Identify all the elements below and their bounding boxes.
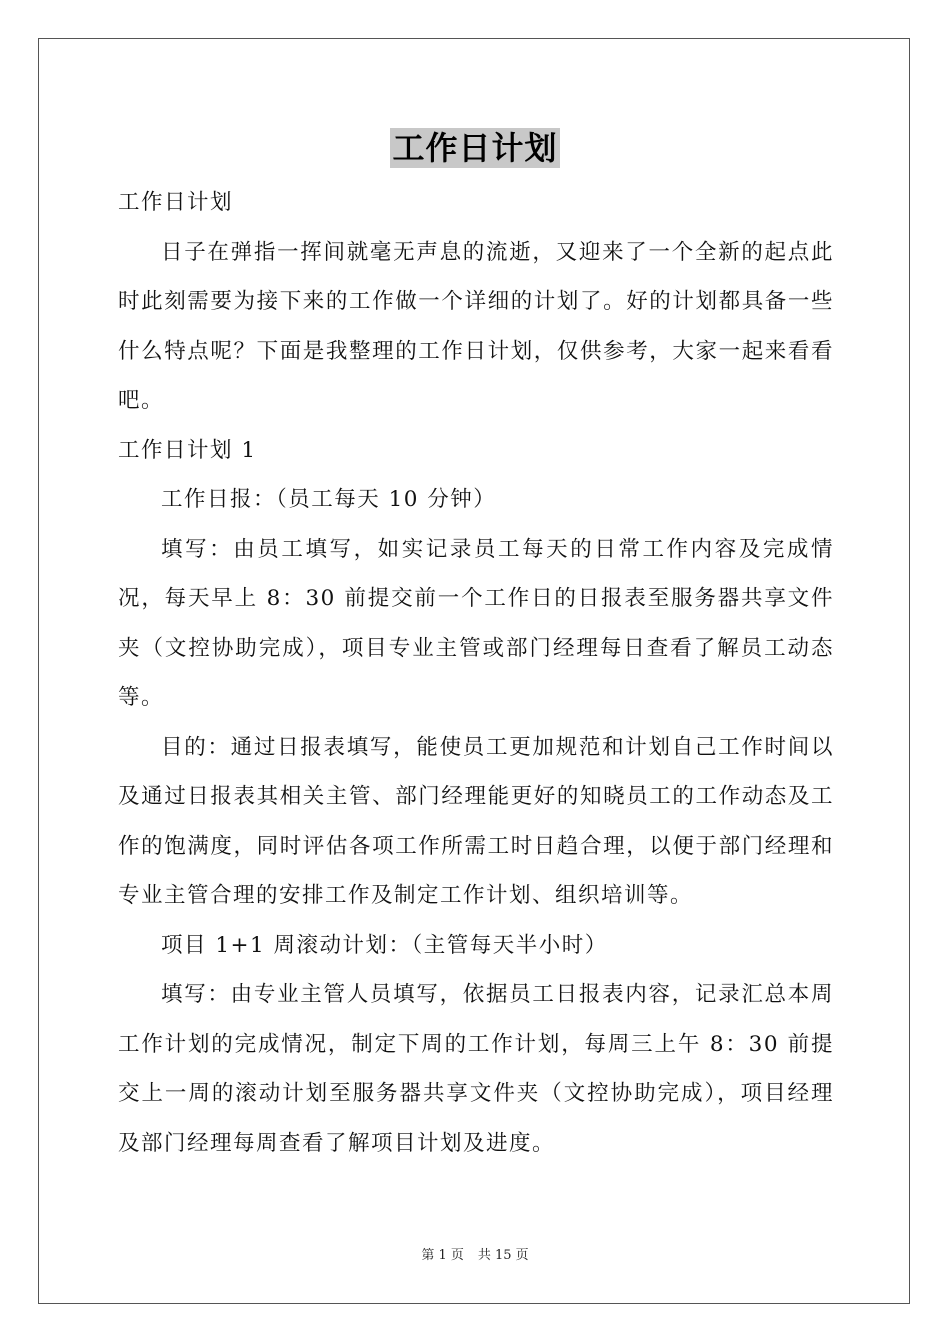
paragraph: 工作日报：（员工每天 10 分钟） (161, 487, 497, 512)
document-title: 工作日计划 (392, 129, 558, 167)
page-total: 共 15 页 (477, 1248, 529, 1263)
page-number: 第 1 页 (421, 1248, 464, 1263)
paragraph: 目的：通过日报表填写，能使员工更加规范和计划自己工作时间以及通过日报表其相关主管、部门经理能更好的知晓员工的工作动态及工作的饱满度，同时评估各项工作所需工时日趋合理，以便于部门经理和专业主管合理的安排工作及制定工作计划、组织培训等。 (118, 734, 834, 908)
paragraph: 日子在弹指一挥间就毫无声息的流逝，又迎来了一个全新的起点此时此刻需要为接下来的工作做一个详细的计划了。好的计划都具备一些什么特点呢？下面是我整理的工作日计划，仅供参考，大家一起来看看吧。 (118, 239, 834, 413)
document-body (118, 178, 834, 1168)
page-footer (0, 1247, 950, 1265)
paragraph: 填写：由员工填写，如实记录员工每天的日常工作内容及完成情况，每天早上 8：30 前提交前一个工作日的日报表至服务器共享文件夹（文控协助完成），项目专业主管或部门经理每日查看了解员工动态等。 (118, 536, 834, 710)
paragraph: 填写：由专业主管人员填写，依据员工日报表内容，记录汇总本周工作计划的完成情况，制定下周的工作计划，每周三上午 8：30 前提交上一周的滚动计划至服务器共享文件夹（文控协助完成），项目经理及部门经理每周查看了解项目计划及进度。 (118, 982, 834, 1156)
paragraph: 项目 1+1 周滚动计划：（主管每天半小时） (161, 932, 608, 958)
paragraph: 工作日计划 1 (118, 437, 257, 463)
title-container (0, 128, 950, 168)
paragraph: 工作日计划 (118, 190, 234, 215)
